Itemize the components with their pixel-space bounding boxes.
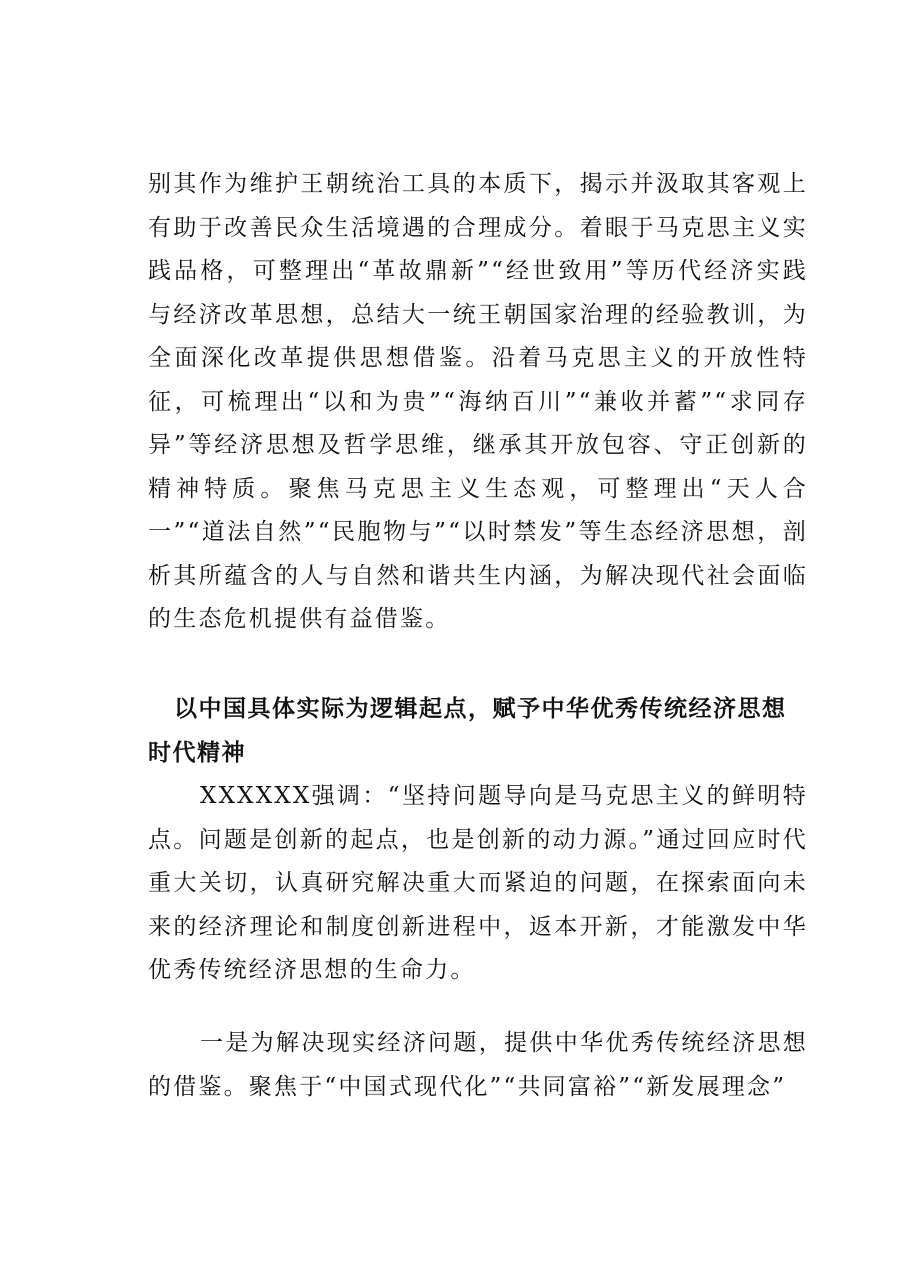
body-paragraph: 一是为解决现实经济问题，提供中华优秀传统经济思想的借鉴。聚焦于“中国式现代化”“共同富裕”“新发展理念” (148, 1030, 808, 1100)
section-heading: 以中国具体实际为逻辑起点，赋予中华优秀传统经济思想时代精神 (148, 696, 787, 766)
body-paragraph: 别其作为维护王朝统治工具的本质下，揭示并汲取其客观上有助于改善民众生活境遇的合理成分。着眼于马克思主义实践品格，可整理出“革故鼎新”“经世致用”等历代经济实践与经济改革思想，总结大一统王朝国家治理的经验教训，为全面深化改革提供思想借鉴。沿着马克思主义的开放性特征，可梳理出“以和为贵”“海纳百川”“兼收并蓄”“求同存异”等经济思想及哲学思维，继承其开放包容、守正创新的精神特质。聚焦马克思主义生态观，可整理出“天人合一”“道法自然”“民胞物与”“以时禁发”等生态经济思想，剖析其所蕴含的人与自然和谐共生内涵，为解决现代社会面临的生态危机提供有益借鉴。 (148, 171, 808, 632)
body-paragraph: XXXXXX强调：“坚持问题导向是马克思主义的鲜明特点。问题是创新的起点，也是创新的动力源。”通过回应时代重大关切，认真研究解决重大而紧迫的问题，在探索面向未来的经济理论和制度创新进程中，返本开新，才能激发中华优秀传统经济思想的生命力。 (148, 783, 808, 983)
